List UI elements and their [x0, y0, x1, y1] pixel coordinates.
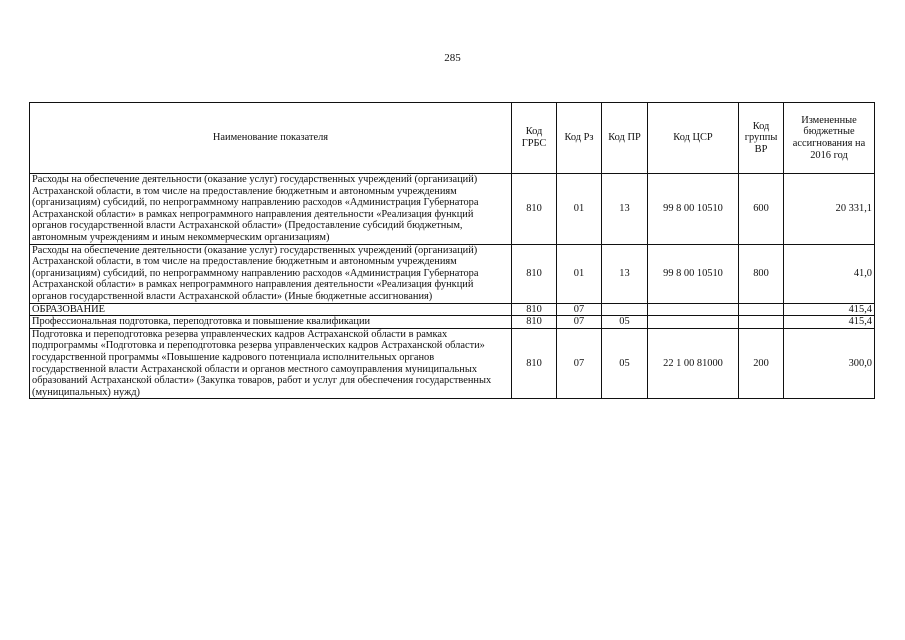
- header-pr: Код ПР: [602, 103, 648, 174]
- page-number: 285: [444, 52, 461, 64]
- row-grbs: 810: [512, 316, 557, 329]
- row-name: Расходы на обеспечение деятельности (оказание услуг) государственных учреждений (организаций) Астраханской области, в том числе на предоставление бюджетным и автономным учреждениям (организациям) субсидий, по непрограммному направлению расходов «Администрация Губернатора Астраханской области» в рамках непрограммного направления деятельности «Реализация функций органов государственной власти Астраханской области» (Иные бюджетные ассигнования): [30, 244, 512, 303]
- table-row: [30, 328, 875, 399]
- row-vr: 200: [739, 328, 784, 399]
- row-grbs: 810: [512, 328, 557, 399]
- row-rz: 07: [557, 328, 602, 399]
- row-amount: 300,0: [784, 328, 875, 399]
- row-csr: 22 1 00 81000: [648, 328, 739, 399]
- header-grbs: Код ГРБС: [512, 103, 557, 174]
- row-rz: 01: [557, 244, 602, 303]
- row-vr: [739, 316, 784, 329]
- row-csr: [648, 316, 739, 329]
- table-row: [30, 244, 875, 303]
- row-rz: 07: [557, 303, 602, 316]
- header-amount: Измененные бюджетные ассигнования на 2016 год: [784, 103, 875, 174]
- row-name: Расходы на обеспечение деятельности (оказание услуг) государственных учреждений (организаций) Астраханской области, в том числе на предоставление бюджетным и автономным учреждениям (организациям) субсидий, по непрограммному направлению расходов «Администрация Губернатора Астраханской области» в рамках непрограммного направления деятельности «Реализация функций органов государственной власти Астраханской области» (Предоставление субсидий бюджетным, автономным учреждениям и иным некоммерческим организациям): [30, 174, 512, 245]
- row-amount: 41,0: [784, 244, 875, 303]
- header-name: Наименование показателя: [30, 103, 512, 174]
- table-row: [30, 174, 875, 245]
- row-amount: 20 331,1: [784, 174, 875, 245]
- row-pr: [602, 303, 648, 316]
- row-csr: 99 8 00 10510: [648, 244, 739, 303]
- row-grbs: 810: [512, 174, 557, 245]
- header-vr: Код группы ВР: [739, 103, 784, 174]
- row-name: Подготовка и переподготовка резерва управленческих кадров Астраханской области в рамках подпрограммы «Подготовка и переподготовка резерва управленческих кадров Астраханской области» государственной программы «Повышение кадрового потенциала исполнительных органов государственной власти Астраханской области и органов местного самоуправления муниципальных образований Астраханской области» (Закупка товаров, работ и услуг для обеспечения государственных (муниципальных) нужд): [30, 328, 512, 399]
- row-csr: 99 8 00 10510: [648, 174, 739, 245]
- row-amount: 415,4: [784, 316, 875, 329]
- row-pr: 05: [602, 316, 648, 329]
- table-row: [30, 316, 875, 329]
- row-pr: 13: [602, 174, 648, 245]
- header-rz: Код Рз: [557, 103, 602, 174]
- row-name: ОБРАЗОВАНИЕ: [30, 303, 512, 316]
- header-csr: Код ЦСР: [648, 103, 739, 174]
- row-pr: 13: [602, 244, 648, 303]
- row-amount: 415,4: [784, 303, 875, 316]
- row-grbs: 810: [512, 244, 557, 303]
- row-vr: [739, 303, 784, 316]
- table-row: [30, 303, 875, 316]
- row-grbs: 810: [512, 303, 557, 316]
- row-vr: 800: [739, 244, 784, 303]
- row-rz: 01: [557, 174, 602, 245]
- row-pr: 05: [602, 328, 648, 399]
- row-name: Профессиональная подготовка, переподготовка и повышение квалификации: [30, 316, 512, 329]
- row-rz: 07: [557, 316, 602, 329]
- table-header-row: [30, 103, 875, 174]
- row-vr: 600: [739, 174, 784, 245]
- row-csr: [648, 303, 739, 316]
- budget-table: [29, 102, 875, 399]
